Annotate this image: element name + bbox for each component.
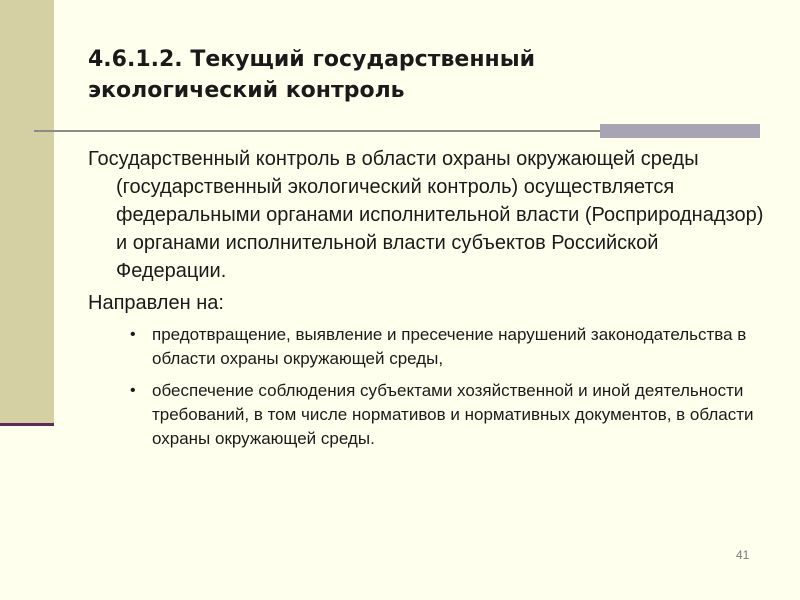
page-number: 41 [736, 548, 750, 562]
bullet-icon: • [130, 326, 136, 343]
list-item-text: обеспечение соблюдения субъектами хозяйственной и иной деятельности требований, в том числе нормативов и нормативных документов, в области охраны окружающей среды. [152, 381, 754, 448]
divider-accent [600, 124, 760, 138]
list-item [124, 323, 768, 371]
paragraph-control-definition: Государственный контроль в области охраны окружающей среды (государственный экологический контроль) осуществляется федеральными органами исполнительной власти (Росприроднадзор) и органами исполнительной власти субъектов Российской Федерации. [88, 148, 764, 282]
bullet-list [88, 323, 768, 451]
paragraph-directed-at: Направлен на: [88, 292, 224, 314]
list-item [124, 379, 768, 451]
title-divider [34, 130, 600, 132]
slide-title: 4.6.1.2. Текущий государственный экологический контроль [88, 47, 536, 103]
bullet-icon: • [130, 382, 136, 399]
slide-body [88, 145, 768, 459]
side-band-underline [0, 423, 54, 426]
side-band [0, 0, 54, 425]
list-item-text: предотвращение, выявление и пресечение нарушений законодательства в области охраны окружающей среды, [152, 325, 747, 368]
